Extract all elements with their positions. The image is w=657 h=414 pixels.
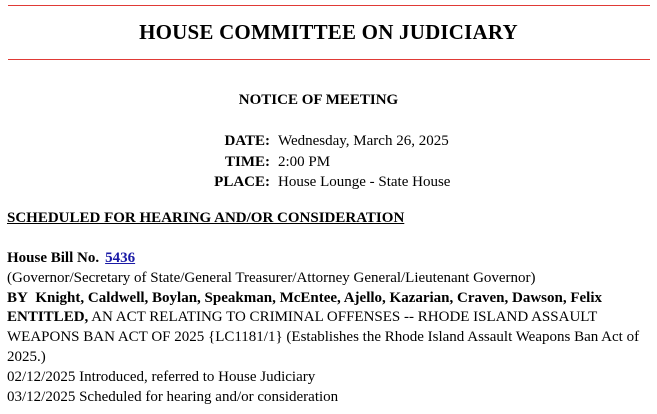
place-value: House Lounge - State House	[278, 174, 451, 190]
place-row	[140, 172, 450, 193]
by-label: BY	[7, 289, 28, 306]
bill-label: House Bill No.	[7, 250, 100, 266]
section-heading: SCHEDULED FOR HEARING AND/OR CONSIDERATION	[7, 210, 405, 226]
bottom-divider	[8, 59, 650, 60]
notice-heading: NOTICE OF MEETING	[238, 92, 399, 108]
bill-history-item: 03/12/2025 Scheduled for hearing and/or consideration	[7, 388, 339, 405]
top-divider	[8, 5, 650, 6]
date-row	[140, 131, 450, 152]
time-row	[140, 152, 450, 173]
bill-sponsors-line	[7, 289, 647, 309]
date-label: DATE:	[224, 133, 270, 149]
bill-number-line	[7, 249, 647, 269]
bill-history-item: 02/12/2025 Introduced, referred to House Judiciary	[7, 368, 316, 385]
date-value: Wednesday, March 26, 2025	[278, 133, 449, 149]
entitled-label: ENTITLED,	[7, 309, 89, 326]
bill-sponsor-offices: (Governor/Secretary of State/General Treasurer/Attorney General/Lieutenant Governor)	[7, 269, 536, 286]
bill-title-line	[7, 308, 647, 367]
bill-entry	[7, 249, 647, 407]
place-label: PLACE:	[214, 174, 270, 190]
bill-number-link[interactable]: 5436	[105, 250, 136, 266]
time-value: 2:00 PM	[278, 153, 331, 170]
time-label: TIME:	[225, 153, 270, 170]
bill-sponsors: Knight, Caldwell, Boylan, Speakman, McEntee, Ajello, Kazarian, Craven, Dawson, Felix	[35, 289, 603, 306]
bill-title: AN ACT RELATING TO CRIMINAL OFFENSES -- RHODE ISLAND ASSAULT WEAPONS BAN ACT OF 2025 {LC1181/1} (Establishes the Rhode Island Assault Weapons Ban Act of 2025.)	[7, 309, 640, 365]
committee-title: HOUSE COMMITTEE ON JUDICIARY	[139, 20, 518, 44]
meeting-details	[140, 131, 450, 193]
